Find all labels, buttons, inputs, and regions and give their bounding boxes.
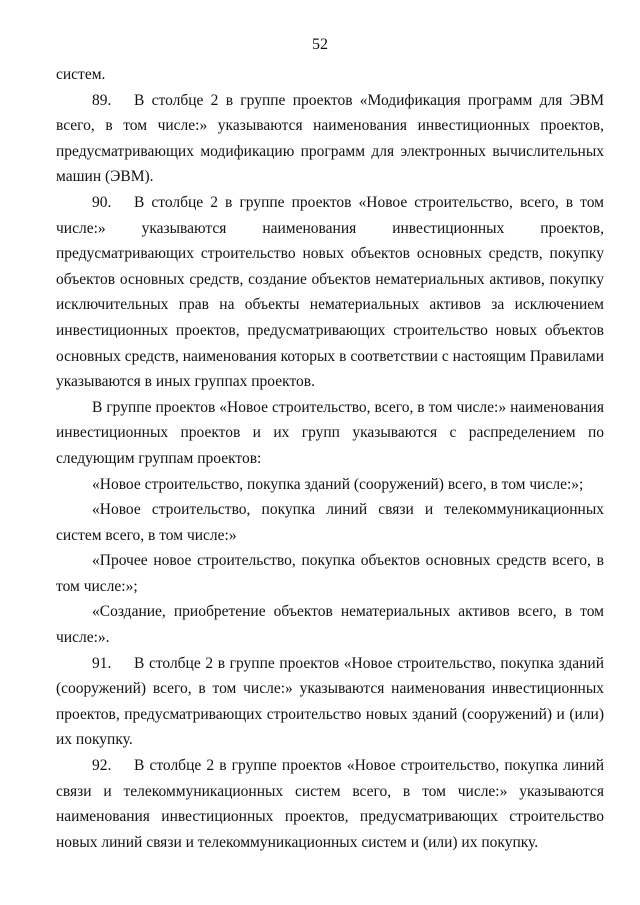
paragraph-text: В столбце 2 в группе проектов «Новое строительство, покупка зданий (сооружений) всего, в том числе:» указываются наименования инвестиционных проектов, предусматривающих строительство новых зданий (сооружений) и (или) их покупку. — [56, 654, 604, 749]
group-item-buildings — [56, 472, 604, 498]
paragraph-continuation — [56, 62, 604, 88]
group-item-intangible — [56, 599, 604, 650]
paragraph-text: В столбце 2 в группе проектов «Модификация программ для ЭВМ всего, в том числе:» указываются наименования инвестиционных проектов, предусматривающих модификацию программ для электронных вычислительных машин (ЭВМ). — [56, 91, 604, 186]
paragraph-text: «Новое строительство, покупка зданий (сооружений) всего, в том числе:»; — [92, 475, 584, 493]
paragraph-number: 89. — [92, 91, 112, 109]
paragraph-90 — [56, 190, 604, 395]
paragraph-text: В столбце 2 в группе проектов «Новое строительство, всего, в том числе:» указываются наименования инвестиционных проектов, предусматривающих строительство новых объектов основных средств, покупку объектов основных средств, создание объектов нематериальных активов, покупку исключительных прав на объекты нематериальных активов за исключением инвестиционных проектов, предусматривающих строительство новых объектов основных средств, наименования которых в соответствии с настоящим Правилами указываются в иных группах проектов. — [56, 193, 604, 391]
paragraph-92 — [56, 753, 604, 855]
paragraph-text: В группе проектов «Новое строительство, всего, в том числе:» наименования инвестиционных проектов и их групп указываются с распределением по следующим группам проектов: — [56, 398, 604, 467]
page-number: 52 — [312, 36, 328, 53]
document-body — [56, 62, 604, 855]
paragraph-text: систем. — [56, 66, 106, 83]
paragraph-number: 92. — [92, 757, 112, 775]
paragraph-text: «Создание, приобретение объектов нематериальных активов всего, в том числе:». — [56, 603, 604, 647]
paragraph-number: 91. — [92, 654, 112, 672]
paragraph-text: «Новое строительство, покупка линий связи и телекоммуникационных систем всего, в том числе:» — [56, 501, 604, 544]
group-item-telecom — [56, 497, 604, 548]
paragraph-91 — [56, 651, 604, 753]
paragraph-number: 90. — [92, 193, 112, 211]
group-item-other — [56, 548, 604, 599]
paragraph-text: В столбце 2 в группе проектов «Новое строительство, покупка линий связи и телекоммуникационных систем всего, в том числе:» указываются наименования инвестиционных проектов, предусматривающих строительство новых линий связи и телекоммуникационных систем и (или) их покупку. — [56, 757, 604, 851]
paragraph-group-intro — [56, 395, 604, 472]
paragraph-text: «Прочее новое строительство, покупка объектов основных средств всего, в том числе:»; — [56, 552, 604, 595]
paragraph-89 — [56, 88, 604, 190]
